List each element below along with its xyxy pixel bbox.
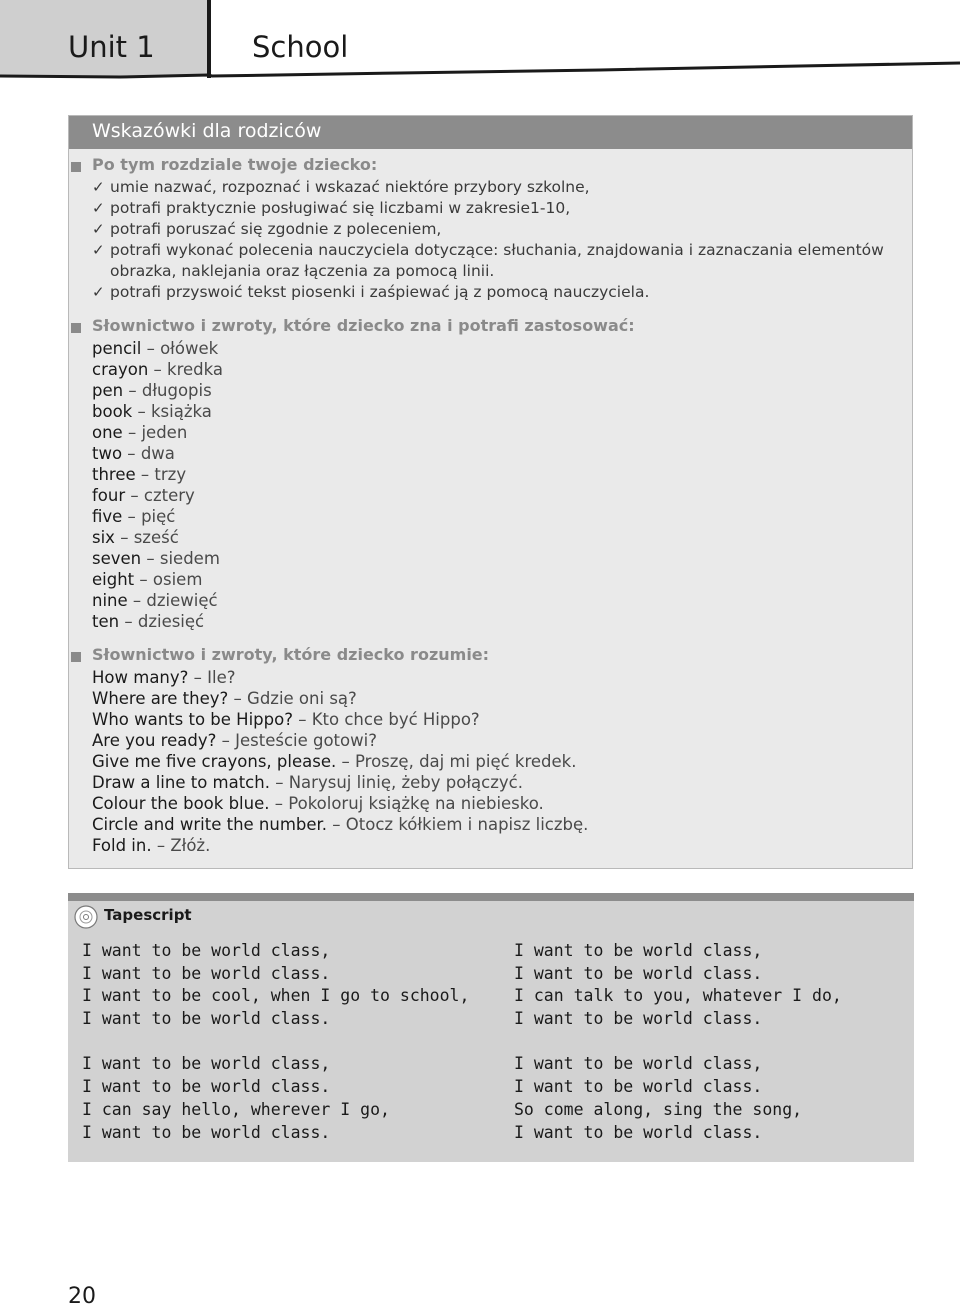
phrase-english: Who wants to be Hippo? xyxy=(92,710,293,729)
outcome-item: potrafi poruszać się zgodnie z poleceniem, xyxy=(110,220,442,238)
phrase-polish: Pokoloruj książkę na niebiesko. xyxy=(288,794,544,813)
vocab-english: nine xyxy=(92,591,128,610)
section-heading-outcomes: Po tym rozdziale twoje dziecko: xyxy=(92,155,378,174)
phrase-english: Are you ready? xyxy=(92,731,217,750)
vocab-item xyxy=(92,506,175,527)
vocab-polish: dziesięć xyxy=(137,612,205,631)
vocab-item xyxy=(92,401,212,422)
parents-guide-box xyxy=(68,115,913,869)
phrase-polish: Jesteście gotowi? xyxy=(235,731,377,750)
vocab-polish: kredka xyxy=(167,360,224,379)
section-bullet-icon xyxy=(71,323,81,333)
section-bullet-icon xyxy=(71,162,81,172)
vocab-item xyxy=(92,359,223,380)
unit-title: School xyxy=(252,30,349,64)
vocab-dash: – xyxy=(127,591,147,610)
lyric-line: I can talk to you, whatever I do, xyxy=(514,986,842,1006)
tapescript-top-bar xyxy=(68,893,914,901)
outcome-item: potrafi wykonać polecenia nauczyciela dotyczące: słuchania, znajdowania i zaznaczania elementów obrazka, naklejania oraz łączenia za pomocą linii. xyxy=(110,241,884,280)
parents-guide-header xyxy=(69,116,912,149)
phrase-english: Draw a line to match. xyxy=(92,773,270,792)
vocab-dash: – xyxy=(123,381,142,400)
header-divider xyxy=(207,0,211,78)
outcome-item: umie nazwać, rozpoznać i wskazać niektóre przybory szkolne, xyxy=(110,178,590,196)
lyric-line: I want to be world class. xyxy=(82,1122,331,1142)
vocab-item xyxy=(92,422,187,443)
page-number: 20 xyxy=(68,1284,96,1309)
page-header xyxy=(0,0,960,80)
phrase-item xyxy=(92,709,480,730)
vocab-polish: pięć xyxy=(141,507,176,526)
tapescript-title: Tapescript xyxy=(104,906,192,924)
unit-label: Unit 1 xyxy=(68,30,155,64)
phrase-polish: Otocz kółkiem i napisz liczbę. xyxy=(345,815,589,834)
vocab-dash: – xyxy=(148,360,168,379)
check-icon: ✓ xyxy=(92,220,105,238)
vocab-english: pen xyxy=(92,381,124,400)
lyric-line: I want to be world class, xyxy=(82,1054,331,1074)
phrase-dash: – xyxy=(327,815,346,834)
phrase-item xyxy=(92,688,357,709)
section-heading-passive-vocab: Słownictwo i zwroty, które dziecko rozumie: xyxy=(92,645,490,664)
vocab-item xyxy=(92,590,218,611)
vocab-english: three xyxy=(92,465,136,484)
phrase-polish: Ile? xyxy=(207,668,236,687)
lyric-line: I want to be world class. xyxy=(82,1009,331,1029)
phrase-english: Where are they? xyxy=(92,689,229,708)
phrase-english: Circle and write the number. xyxy=(92,815,328,834)
phrase-dash: – xyxy=(269,773,289,792)
vocab-polish: sześć xyxy=(133,528,179,547)
lyric-line: I want to be world class, xyxy=(82,941,331,960)
lyric-line: I want to be world class. xyxy=(82,1077,331,1097)
vocab-english: four xyxy=(92,486,126,505)
vocab-item xyxy=(92,569,202,590)
vocab-item xyxy=(92,464,186,485)
lyric-line: I want to be world class. xyxy=(514,1009,763,1029)
phrase-item xyxy=(92,667,236,688)
section-heading-active-vocab: Słownictwo i zwroty, które dziecko zna i potrafi zastosować: xyxy=(92,316,635,335)
vocab-polish: siedem xyxy=(159,549,220,568)
lyric-line: I want to be world class. xyxy=(514,1122,763,1142)
phrase-polish: Złóż. xyxy=(170,836,211,855)
check-icon: ✓ xyxy=(92,283,105,301)
outcome-item: potrafi praktycznie posługiwać się liczbami w zakresie1-10, xyxy=(110,199,571,217)
vocab-english: crayon xyxy=(92,360,149,379)
phrase-dash: – xyxy=(228,689,248,708)
vocab-polish: cztery xyxy=(143,486,195,505)
vocab-item xyxy=(92,611,204,632)
vocab-polish: dziewięć xyxy=(146,591,218,610)
phrase-item xyxy=(92,835,210,856)
phrase-polish: Gdzie oni są? xyxy=(247,689,357,708)
vocab-polish: długopis xyxy=(141,381,212,400)
outcome-item: potrafi przyswoić tekst piosenki i zaśpiewać ją z pomocą nauczyciela. xyxy=(110,283,650,301)
lyrics-right-column xyxy=(514,940,842,1144)
section-bullet-icon xyxy=(71,652,81,662)
vocab-item xyxy=(92,548,220,569)
vocab-polish: trzy xyxy=(154,465,187,484)
vocab-dash: – xyxy=(132,402,151,421)
lyric-line: I want to be world class. xyxy=(514,963,763,983)
phrase-dash: – xyxy=(188,668,208,687)
lyrics-left-column xyxy=(82,940,469,1144)
vocab-polish: książka xyxy=(150,402,212,421)
phrase-item xyxy=(92,793,544,814)
vocab-dash: – xyxy=(119,612,138,631)
vocab-item xyxy=(92,380,212,401)
check-icon: ✓ xyxy=(92,199,105,217)
phrase-polish: Kto chce być Hippo? xyxy=(311,710,480,729)
lyric-line: I want to be world class, xyxy=(514,941,763,960)
lyric-line: So come along, sing the song, xyxy=(514,1099,803,1119)
phrase-item xyxy=(92,730,377,751)
phrase-item xyxy=(92,751,576,772)
vocab-dash: – xyxy=(141,339,161,358)
phrase-item xyxy=(92,814,588,835)
vocab-english: book xyxy=(92,402,133,421)
vocab-dash: – xyxy=(135,465,155,484)
vocab-english: five xyxy=(92,507,123,526)
phrase-dash: – xyxy=(216,731,236,750)
phrase-dash: – xyxy=(269,794,289,813)
vocab-english: pencil xyxy=(92,339,142,358)
vocab-dash: – xyxy=(134,570,153,589)
vocab-polish: osiem xyxy=(152,570,203,589)
lyric-line: I want to be world class. xyxy=(514,1077,763,1097)
vocab-dash: – xyxy=(122,423,142,442)
vocab-polish: dwa xyxy=(140,444,175,463)
lyric-line: I want to be world class. xyxy=(82,963,331,983)
check-icon: ✓ xyxy=(92,241,105,259)
vocab-english: one xyxy=(92,423,123,442)
vocab-polish: jeden xyxy=(141,423,188,442)
tapescript-box xyxy=(68,893,914,1162)
check-icon: ✓ xyxy=(92,178,105,196)
phrase-dash: – xyxy=(151,836,171,855)
vocab-english: seven xyxy=(92,549,142,568)
phrase-polish: Narysuj linię, żeby połączyć. xyxy=(288,773,523,792)
vocab-english: six xyxy=(92,528,115,547)
vocab-dash: – xyxy=(122,507,142,526)
vocab-dash: – xyxy=(141,549,160,568)
vocab-english: ten xyxy=(92,612,120,631)
vocab-item xyxy=(92,338,218,359)
phrase-item xyxy=(92,772,523,793)
phrase-polish: Proszę, daj mi pięć kredek. xyxy=(355,752,577,771)
phrase-dash: – xyxy=(292,710,312,729)
lyric-line: I can say hello, wherever I go, xyxy=(82,1099,390,1119)
phrase-english: How many? xyxy=(92,668,189,687)
lyric-line: I want to be world class, xyxy=(514,1054,763,1074)
cd-icon xyxy=(74,905,98,929)
vocab-english: two xyxy=(92,444,123,463)
vocab-dash: – xyxy=(125,486,144,505)
lyric-line: I want to be cool, when I go to school, xyxy=(82,986,470,1006)
phrase-english: Give me five crayons, please. xyxy=(92,752,337,771)
phrase-dash: – xyxy=(336,752,355,771)
vocab-dash: – xyxy=(114,528,134,547)
phrase-english: Fold in. xyxy=(92,836,152,855)
vocab-item xyxy=(92,485,195,506)
lyric-line xyxy=(82,1031,469,1054)
vocab-item xyxy=(92,527,179,548)
vocab-english: eight xyxy=(92,570,135,589)
vocab-polish: ołówek xyxy=(160,339,219,358)
vocab-dash: – xyxy=(122,444,141,463)
parents-guide-title: Wskazówki dla rodziców xyxy=(92,120,322,142)
vocab-item xyxy=(92,443,175,464)
phrase-english: Colour the book blue. xyxy=(92,794,270,813)
lyric-line xyxy=(514,1031,842,1054)
